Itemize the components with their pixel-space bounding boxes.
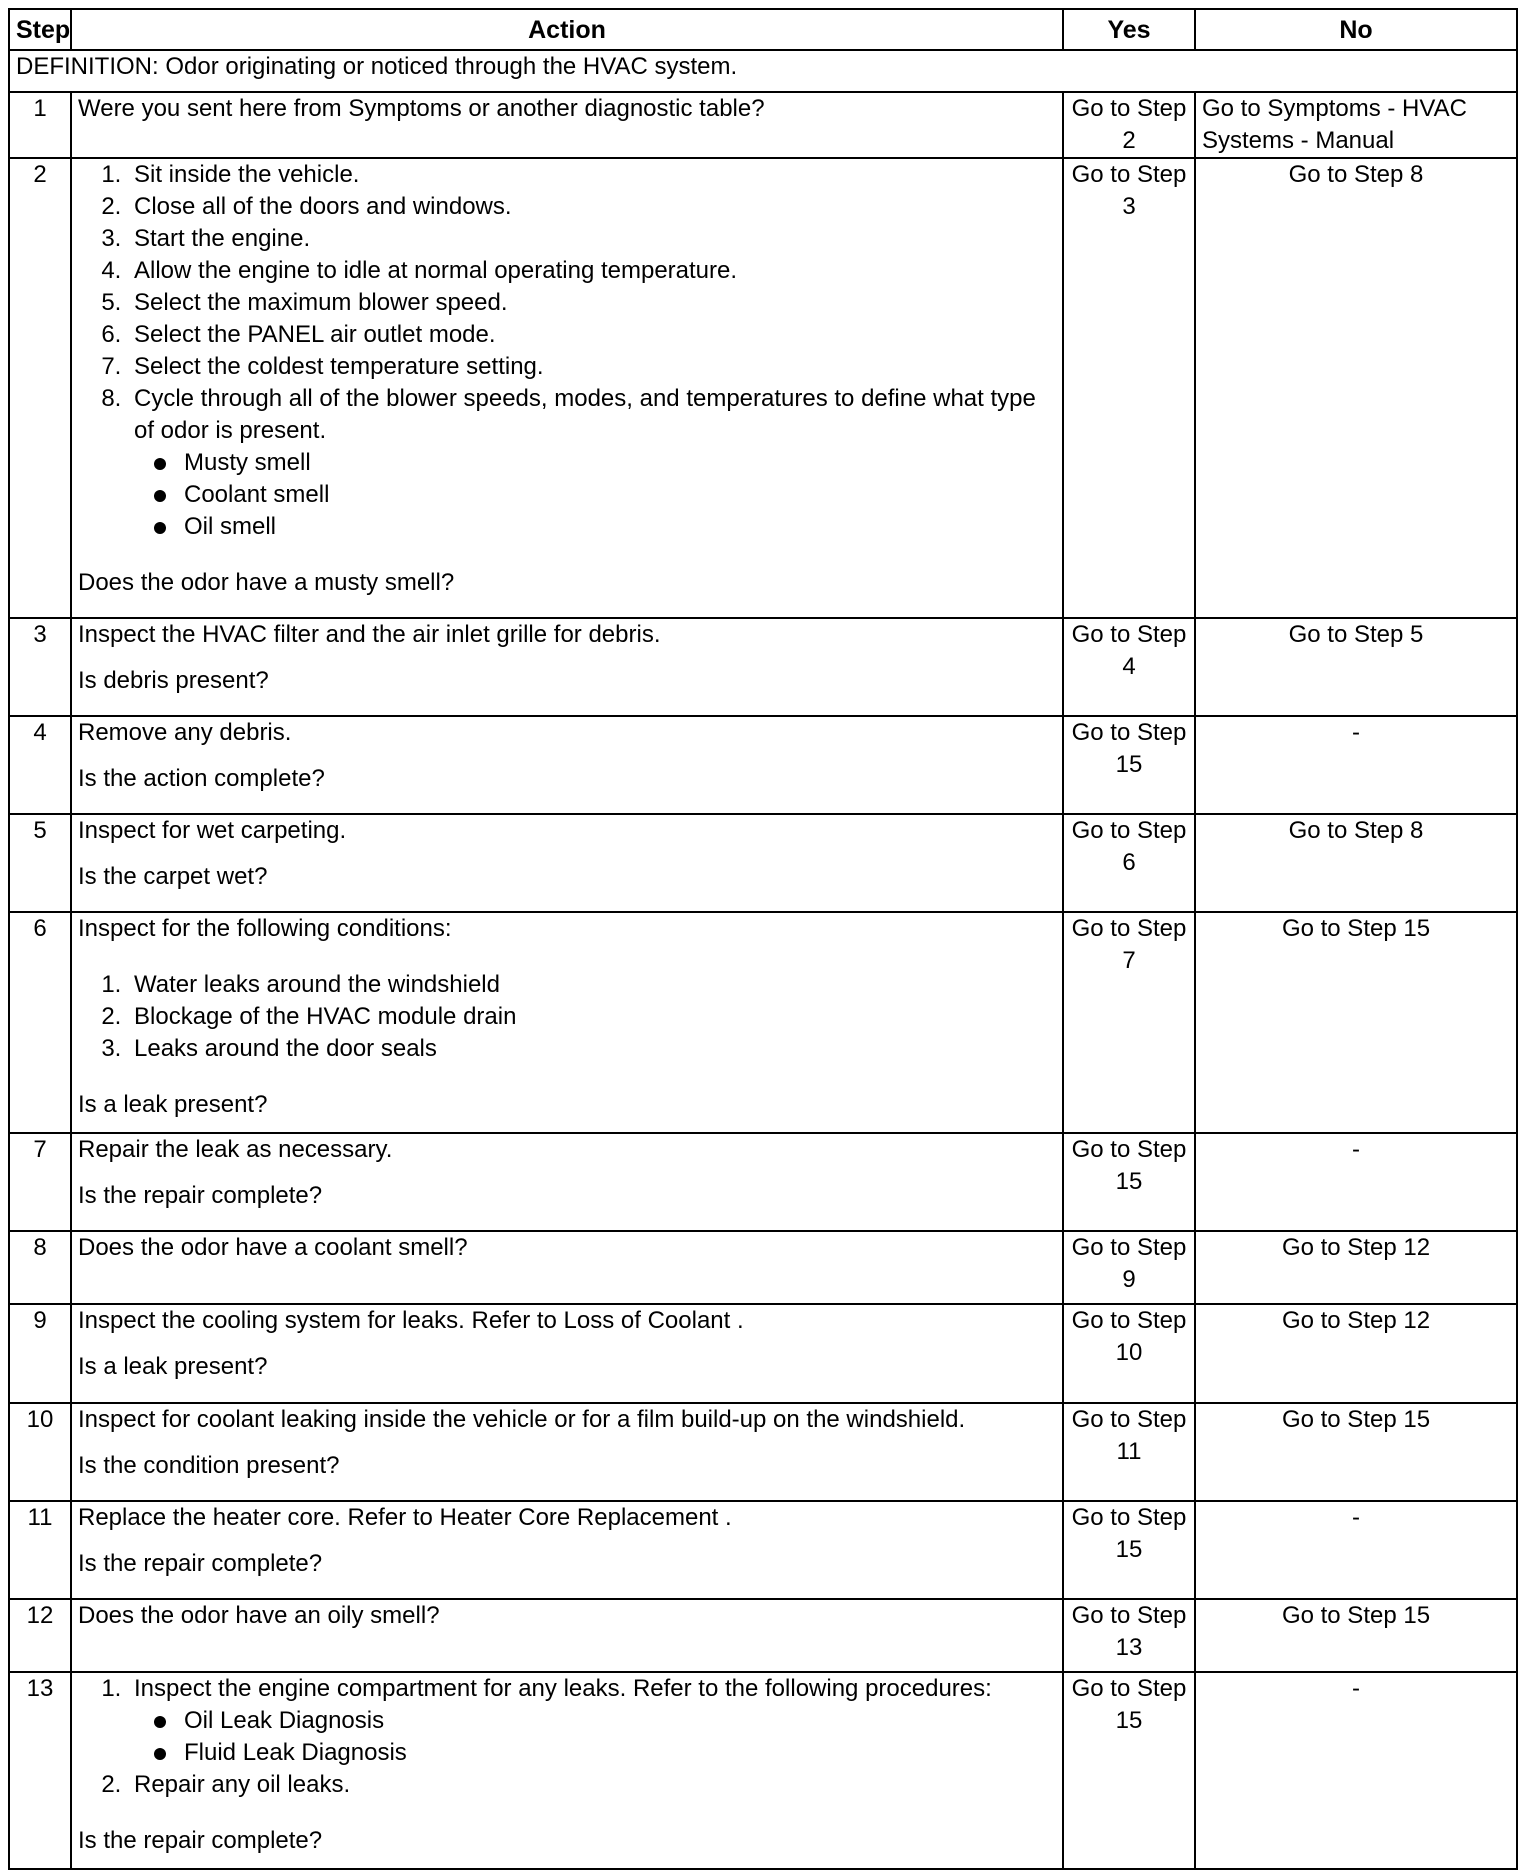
list-item-text: Inspect the engine compartment for any leaks. Refer to the following procedures: bbox=[134, 1675, 992, 1703]
yes-step: 4 bbox=[1122, 652, 1136, 680]
yes-cell bbox=[1063, 1599, 1195, 1672]
action-text: Inspect the HVAC filter and the air inlet grille for debris. bbox=[78, 620, 661, 648]
no-cell: Go to Step 15 bbox=[1195, 1599, 1517, 1672]
yes-text: Go to Step bbox=[1071, 1405, 1187, 1433]
action-text: Inspect for coolant leaking inside the vehicle or for a film build-up on the windshield. bbox=[78, 1405, 966, 1433]
list-item: 2. Blockage of the HVAC module drain bbox=[128, 1001, 1056, 1033]
list-item: 3. Leaks around the door seals bbox=[128, 1033, 1056, 1065]
yes-cell bbox=[1063, 1133, 1195, 1231]
action-cell bbox=[71, 1403, 1063, 1501]
yes-step: 10 bbox=[1115, 1339, 1143, 1367]
action-cell bbox=[71, 1133, 1063, 1231]
table-row bbox=[9, 618, 1517, 716]
procedure-list bbox=[78, 159, 1056, 543]
yes-cell bbox=[1063, 1231, 1195, 1304]
step-number: 13 bbox=[9, 1672, 71, 1869]
no-cell: Go to Symptoms - HVAC Systems - Manual bbox=[1195, 92, 1517, 158]
no-cell: Go to Step 8 bbox=[1195, 158, 1517, 617]
yes-text: Go to Step bbox=[1071, 95, 1187, 123]
yes-cell bbox=[1063, 618, 1195, 716]
action-cell bbox=[71, 1304, 1063, 1402]
yes-text: Go to Step bbox=[1071, 620, 1187, 648]
action-text: Does the odor have a coolant smell? bbox=[78, 1234, 468, 1262]
yes-text: Go to Step bbox=[1071, 1135, 1187, 1163]
yes-step: 15 bbox=[1115, 1535, 1143, 1563]
yes-step: 2 bbox=[1122, 127, 1136, 155]
yes-text: Go to Step bbox=[1071, 161, 1187, 189]
list-item: 4. Allow the engine to idle at normal operating temperature. bbox=[128, 255, 1056, 287]
table-row bbox=[9, 1133, 1517, 1231]
yes-step: 13 bbox=[1115, 1634, 1143, 1662]
procedure-list bbox=[78, 1673, 1056, 1801]
table-row bbox=[9, 912, 1517, 1133]
bullet-item: Oil smell bbox=[184, 511, 1056, 543]
action-cell bbox=[71, 716, 1063, 814]
step-number: 2 bbox=[9, 158, 71, 617]
step-number: 8 bbox=[9, 1231, 71, 1304]
action-text: Repair the leak as necessary. bbox=[78, 1135, 393, 1163]
yes-cell bbox=[1063, 716, 1195, 814]
yes-step: 6 bbox=[1122, 849, 1136, 877]
table-row bbox=[9, 1403, 1517, 1501]
action-text: Inspect for the following conditions: bbox=[78, 915, 452, 943]
no-cell: - bbox=[1195, 1672, 1517, 1869]
no-cell: Go to Step 15 bbox=[1195, 912, 1517, 1133]
condition-list bbox=[78, 969, 1056, 1065]
no-cell: Go to Step 12 bbox=[1195, 1304, 1517, 1402]
yes-text: Go to Step bbox=[1071, 817, 1187, 845]
question-text: Is the carpet wet? bbox=[78, 863, 268, 891]
action-cell bbox=[71, 1231, 1063, 1304]
bullet-item: Coolant smell bbox=[184, 479, 1056, 511]
yes-text: Go to Step bbox=[1071, 1675, 1187, 1703]
yes-cell bbox=[1063, 814, 1195, 912]
no-cell: Go to Step 15 bbox=[1195, 1403, 1517, 1501]
action-text: Inspect the cooling system for leaks. Refer to Loss of Coolant . bbox=[78, 1307, 744, 1335]
no-cell: - bbox=[1195, 1133, 1517, 1231]
action-cell bbox=[71, 912, 1063, 1133]
question-text: Is the condition present? bbox=[78, 1451, 340, 1479]
yes-text: Go to Step bbox=[1071, 1503, 1187, 1531]
no-cell: Go to Step 5 bbox=[1195, 618, 1517, 716]
action-cell bbox=[71, 92, 1063, 158]
list-item: 1. Sit inside the vehicle. bbox=[128, 159, 1056, 191]
table-row bbox=[9, 1599, 1517, 1672]
yes-cell bbox=[1063, 158, 1195, 617]
step-number: 7 bbox=[9, 1133, 71, 1231]
yes-text: Go to Step bbox=[1071, 915, 1187, 943]
table-header-row bbox=[9, 9, 1517, 50]
step-number: 9 bbox=[9, 1304, 71, 1402]
yes-step: 15 bbox=[1115, 1167, 1143, 1195]
yes-cell bbox=[1063, 92, 1195, 158]
yes-text: Go to Step bbox=[1071, 1234, 1187, 1262]
yes-text: Go to Step bbox=[1071, 718, 1187, 746]
bullet-item: Musty smell bbox=[184, 447, 1056, 479]
list-item-text: Cycle through all of the blower speeds, modes, and temperatures to define what type of odor is present. bbox=[134, 385, 1036, 445]
yes-cell bbox=[1063, 1501, 1195, 1599]
yes-step: 11 bbox=[1116, 1437, 1142, 1465]
bullet-list bbox=[134, 1705, 1056, 1769]
action-text: Replace the heater core. Refer to Heater Core Replacement . bbox=[78, 1503, 732, 1531]
action-cell bbox=[71, 1501, 1063, 1599]
question-text: Is the action complete? bbox=[78, 764, 325, 792]
list-item bbox=[128, 1673, 1056, 1769]
bullet-item: Fluid Leak Diagnosis bbox=[184, 1737, 1056, 1769]
step-number: 3 bbox=[9, 618, 71, 716]
table-row bbox=[9, 1231, 1517, 1304]
table-row bbox=[9, 1501, 1517, 1599]
list-item bbox=[128, 383, 1056, 543]
question-text: Is a leak present? bbox=[78, 1353, 268, 1381]
table-row bbox=[9, 158, 1517, 617]
action-text: Does the odor have an oily smell? bbox=[78, 1602, 440, 1630]
yes-text: Go to Step bbox=[1071, 1602, 1187, 1630]
header-no: No bbox=[1195, 9, 1517, 50]
step-number: 12 bbox=[9, 1599, 71, 1672]
step-number: 5 bbox=[9, 814, 71, 912]
no-cell: - bbox=[1195, 716, 1517, 814]
step-number: 11 bbox=[9, 1501, 71, 1599]
action-cell bbox=[71, 618, 1063, 716]
question-text: Is the repair complete? bbox=[78, 1181, 323, 1209]
yes-step: 7 bbox=[1122, 947, 1136, 975]
header-action: Action bbox=[71, 9, 1063, 50]
question-text: Is the repair complete? bbox=[78, 1549, 323, 1577]
action-cell bbox=[71, 1599, 1063, 1672]
step-number: 6 bbox=[9, 912, 71, 1133]
yes-step: 15 bbox=[1115, 750, 1143, 778]
definition-row bbox=[9, 50, 1517, 92]
yes-cell bbox=[1063, 1672, 1195, 1869]
yes-cell bbox=[1063, 1304, 1195, 1402]
yes-cell bbox=[1063, 1403, 1195, 1501]
diagnostic-table bbox=[8, 8, 1518, 1870]
table-row bbox=[9, 814, 1517, 912]
step-number: 4 bbox=[9, 716, 71, 814]
action-text: Remove any debris. bbox=[78, 718, 292, 746]
no-cell: Go to Step 8 bbox=[1195, 814, 1517, 912]
table-row bbox=[9, 716, 1517, 814]
list-item: 1. Water leaks around the windshield bbox=[128, 969, 1056, 1001]
list-item: 5. Select the maximum blower speed. bbox=[128, 287, 1056, 319]
action-text: Were you sent here from Symptoms or another diagnostic table? bbox=[78, 95, 765, 123]
action-cell bbox=[71, 1672, 1063, 1869]
yes-step: 15 bbox=[1115, 1707, 1143, 1735]
table-row bbox=[9, 1672, 1517, 1869]
question-text: Is the repair complete? bbox=[78, 1827, 323, 1855]
no-cell: Go to Step 12 bbox=[1195, 1231, 1517, 1304]
header-step: Step bbox=[9, 9, 71, 50]
yes-step: 9 bbox=[1122, 1266, 1136, 1294]
question-text: Does the odor have a musty smell? bbox=[78, 569, 455, 597]
action-cell bbox=[71, 158, 1063, 617]
table-row bbox=[9, 92, 1517, 158]
question-text: Is debris present? bbox=[78, 666, 269, 694]
yes-text: Go to Step bbox=[1071, 1307, 1187, 1335]
bullet-list bbox=[134, 447, 1056, 543]
yes-step: 3 bbox=[1122, 193, 1136, 221]
action-cell bbox=[71, 814, 1063, 912]
list-item: 2. Repair any oil leaks. bbox=[128, 1769, 1056, 1801]
header-yes: Yes bbox=[1063, 9, 1195, 50]
list-item: 2. Close all of the doors and windows. bbox=[128, 191, 1056, 223]
action-text: Inspect for wet carpeting. bbox=[78, 817, 347, 845]
question-text: Is a leak present? bbox=[78, 1091, 268, 1119]
step-number: 10 bbox=[9, 1403, 71, 1501]
list-item: 6. Select the PANEL air outlet mode. bbox=[128, 319, 1056, 351]
list-item: 3. Start the engine. bbox=[128, 223, 1056, 255]
bullet-item: Oil Leak Diagnosis bbox=[184, 1705, 1056, 1737]
no-cell: - bbox=[1195, 1501, 1517, 1599]
definition-text: DEFINITION: Odor originating or noticed through the HVAC system. bbox=[9, 50, 1517, 92]
list-item: 7. Select the coldest temperature setting. bbox=[128, 351, 1056, 383]
yes-cell bbox=[1063, 912, 1195, 1133]
table-row bbox=[9, 1304, 1517, 1402]
step-number: 1 bbox=[9, 92, 71, 158]
